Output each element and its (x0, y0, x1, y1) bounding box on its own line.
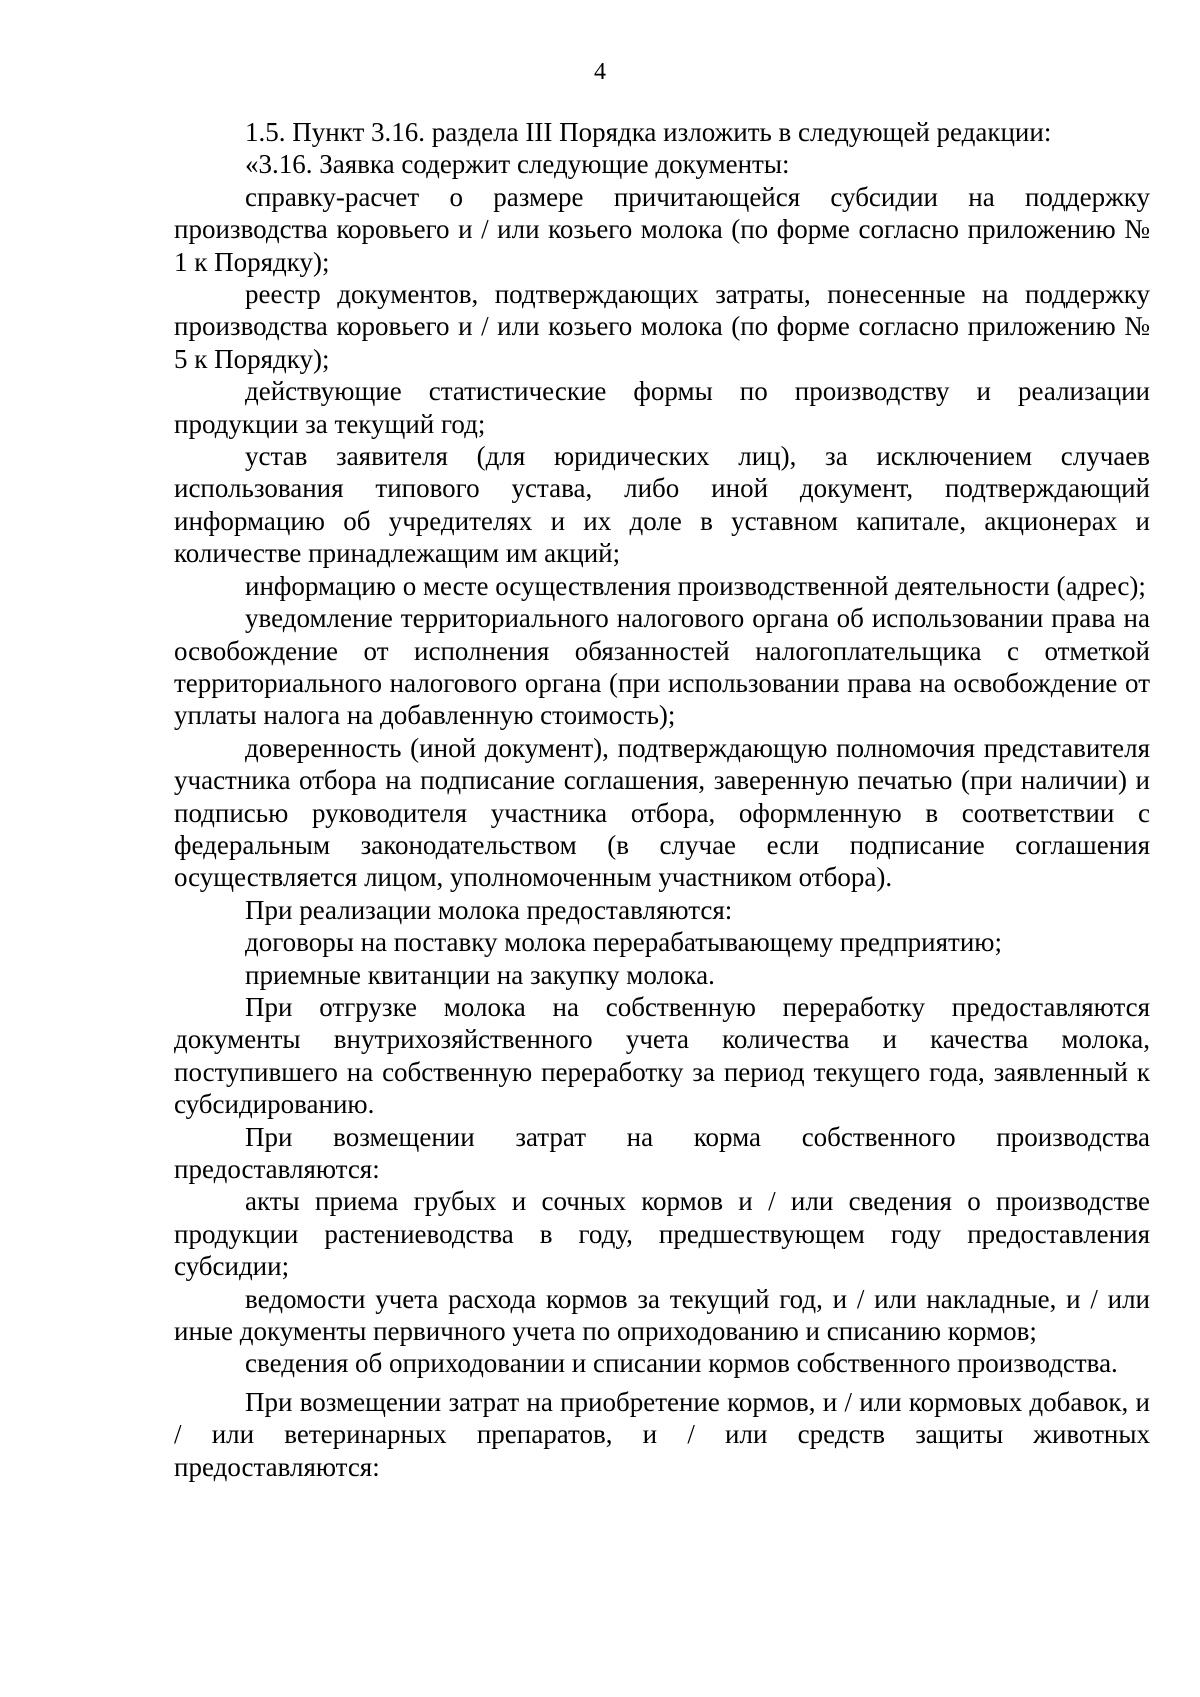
paragraph-17: сведения об оприходовании и списании кормов собственного производства. (245, 1348, 1118, 1379)
paragraph-10: При реализации молока предоставляются: (245, 894, 733, 925)
paragraph-2: «3.16. Заявка содержит следующие документы: (245, 149, 790, 180)
paragraph-7: информацию о месте осуществления производственной деятельности (адрес); (245, 570, 1146, 601)
paragraph-13: При отгрузке молока на собственную переработку предоставляются документы внутрихозяйственного учета количества и качества молока, поступившего на собственную переработку за период текущего года, заявленный к субсидированию. (174, 991, 1150, 1120)
paragraph-9: доверенность (иной документ), подтверждающую полномочия представителя участника отбора на подписание соглашения, заверенную печатью (при наличии) и подписью руководителя участника отбора, оформленную в соответствии с федеральным законодательством (в случае если подписание соглашения осуществляется лицом, уполномоченным участником отбора). (174, 732, 1150, 893)
paragraph-3: справку-расчет о размере причитающейся субсидии на поддержку производства коровьего и / или козьего молока (по форме согласно приложению № 1 к Порядку); (174, 181, 1150, 277)
paragraph-8: уведомление территориального налогового органа об использовании права на освобождение от исполнения обязанностей налогоплательщика с отметкой территориального налогового органа (при использовании права на освобождение от уплаты налога на добавленную стоимость); (174, 603, 1150, 731)
paragraph-4: реестр документов, подтверждающих затраты, понесенные на поддержку производства коровьего и / или козьего молока (по форме согласно приложению № 5 к Порядку); (174, 279, 1150, 374)
page-number: 4 (594, 59, 606, 85)
paragraph-16: ведомости учета расхода кормов за текущий год, и / или накладные, и / или иные документы первичного учета по оприходованию и списанию кормов; (174, 1283, 1150, 1347)
paragraph-6: устав заявителя (для юридических лиц), за исключением случаев использования типового устава, либо иной документ, подтверждающий информацию об учредителях и их доле в уставном капитале, акционерах и количестве принадлежащим им акций; (174, 441, 1150, 569)
paragraph-12: приемные квитанции на закупку молока. (245, 959, 715, 990)
paragraph-11: договоры на поставку молока перерабатывающему предприятию; (245, 927, 1002, 958)
paragraph-14: При возмещении затрат на корма собственного производства предоставляются: (174, 1121, 1150, 1184)
paragraph-18: При возмещении затрат на приобретение кормов, и / или кормовых добавок, и / или ветеринарных препаратов, и / или средств защиты животных предоставляются: (174, 1386, 1150, 1482)
paragraph-15: акты приема грубых и сочных кормов и / или сведения о производстве продукции растениеводства в году, предшествующем году предоставления субсидии; (174, 1186, 1150, 1282)
paragraph-5: действующие статистические формы по производству и реализации продукции за текущий год; (174, 376, 1150, 439)
paragraph-1: 1.5. Пункт 3.16. раздела III Порядка изложить в следующей редакции: (245, 117, 1052, 147)
document-body (174, 116, 1150, 1483)
